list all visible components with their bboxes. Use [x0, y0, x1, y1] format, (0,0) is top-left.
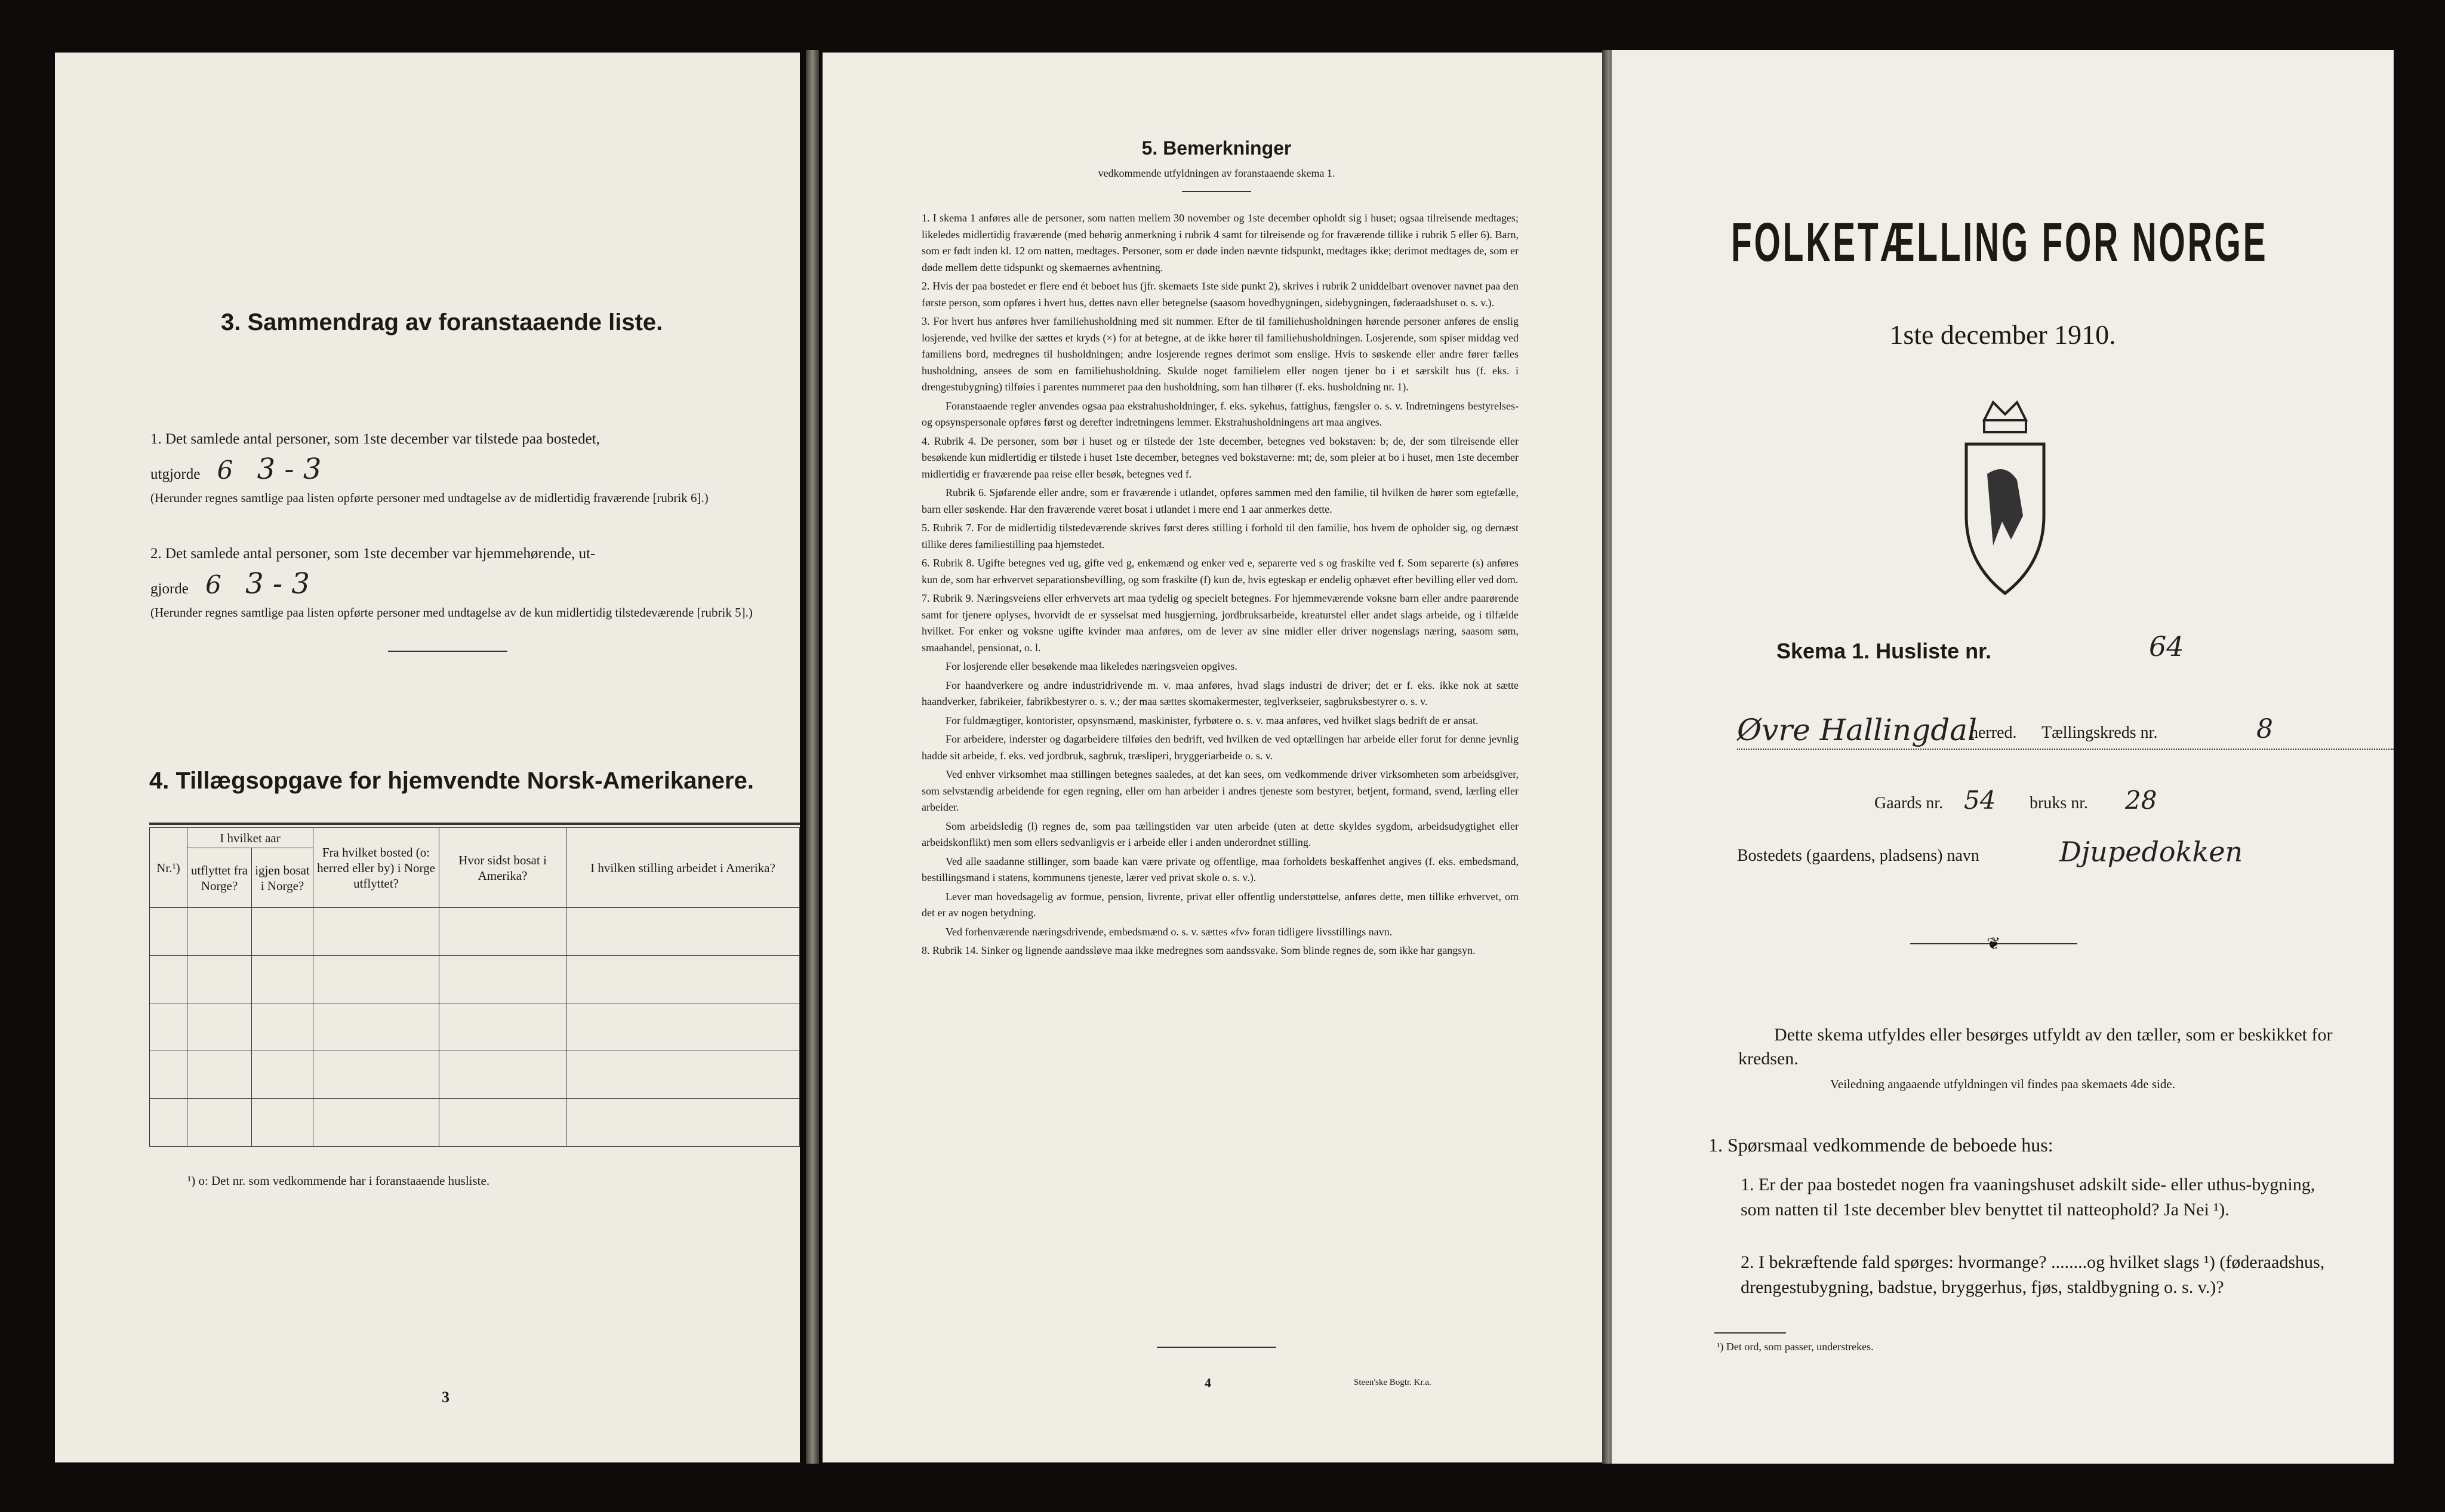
bosted-value: Djupedokken [2059, 836, 2243, 868]
divider [1182, 191, 1251, 192]
remark-paragraph: Som arbeidsledig (l) regnes de, som paa tællingstiden var uten arbeide (uten at dette skyldes sygdom, arbeidsudygtighet eller arbeidskonflikt) men som ellers sedvanligvis er i arbeide eller i anden underordnet stilling. [922, 820, 1519, 848]
question-1: 1. Er der paa bostedet nogen fra vaaningshuset adskilt side- eller uthus-bygning, som natten til 1ste december blev benyttet til natteophold? Ja Nei ¹). [1741, 1175, 2315, 1220]
item1-line1: 1. Det samlede antal personer, som 1ste december var tilstede paa bostedet, [150, 431, 600, 447]
remarks-list [922, 210, 1519, 962]
page-number: 3 [442, 1388, 449, 1406]
remark-paragraph: Foranstaaende regler anvendes ogsaa paa ekstrahusholdninger, f. eks. sykehus, fattighus, fængsler o. s. v. Indretningens bestyrelses- og opsynspersonale opføres først og derefter indretningens lemmer. Ekstrahusholdningens art maa angives. [922, 399, 1519, 428]
remarks-heading: 5. Bemerkninger [1141, 137, 1292, 159]
item1-breakdown: 3 - 3 [257, 452, 322, 486]
remark-paragraph: Lever man hovedsagelig av formue, pension, livrente, privat eller offentlig understøttelse, anføres dette, men tillike erhvervet, om det er av nogen betydning. [922, 890, 1519, 919]
table-row [150, 1003, 800, 1051]
middle-page [823, 53, 1611, 1462]
col-from: Fra hvilket bosted (o: herred eller by) i Norge utflyttet? [313, 828, 439, 908]
remark-paragraph: 5. Rubrik 7. For de midlertidig tilstedeværende skrives først deres stilling i forhold til den familie, hos hvem de opholder sig, og dernæst tillike deres familiestilling paa hjemstedet. [922, 522, 1519, 550]
norsk-amerikaner-table [149, 827, 800, 1147]
remark-paragraph: 6. Rubrik 8. Ugifte betegnes ved ug, gifte ved g, enkemænd og enker ved e, separerte ved s og fraskilte ved f. Som separerte (s) anføres kun de, som har erhvervet separationsbevilling, og som fraskilte (f) kun de, hvis egteskap er endelig ophævet efter bevilling eller ved dom. [922, 557, 1519, 586]
remark-paragraph: Rubrik 6. Sjøfarende eller andre, som er fraværende i utlandet, opføres sammen med den familie, til hvilken de hører som egtefælle, barn eller søskende. Har den fraværende været bosat i utlandet i mere end 1 aar anmerkes dette. [922, 486, 1519, 515]
item2-breakdown: 3 - 3 [245, 567, 310, 601]
right-page [1612, 50, 2394, 1464]
bruk-value: 28 [2125, 786, 2157, 815]
dotted-line [1737, 749, 2394, 751]
remark-paragraph: Ved forhenværende næringsdrivende, embedsmænd o. s. v. sættes «fv» foran tidligere livsstillings navn. [946, 925, 1393, 938]
remarks-subheading: vedkommende utfyldningen av foranstaaende skema 1. [1098, 167, 1335, 179]
section3-heading: 3. Sammendrag av foranstaaende liste. [221, 309, 663, 335]
table-row [150, 1051, 800, 1099]
item2-note: (Herunder regnes samtlige paa listen opførte personer med undtagelse av de kun midlertidig tilstedeværende [rubrik 5].) [150, 605, 753, 620]
page-number: 4 [1205, 1375, 1211, 1390]
remark-paragraph: For arbeidere, inderster og dagarbeidere tilføies den bedrift, ved hvilken de ved optællingen har arbeide eller forut for denne jevnlig hadde sit arbeide, f. eks. ved jordbruk, sagbruk, træsliperi, bryggeriarbeide o. s. v. [922, 733, 1519, 762]
left-page [55, 53, 800, 1462]
remark-paragraph: 7. Rubrik 9. Næringsveiens eller erhvervets art maa tydelig og specielt betegnes. For hjemmeværende voksne barn eller andre paarørende samt for tjenere oplyses, hvorvidt de er sysselsat med husgjerning, jordbruksarbeide, kreaturstel eller andet slags arbeide, og i tilfælde hvilket. For enker og voksne ugifte kvinder maa anføres, om de lever av sine midler eller driver nogenslags næring, saasom søm, smaahandel, pensionat, o. l. [922, 592, 1519, 654]
husliste-nr: 64 [2149, 630, 2184, 663]
col-back: igjen bosat i Norge? [252, 848, 313, 908]
fold [806, 50, 819, 1464]
table-top-rule [149, 823, 800, 825]
item1-note: (Herunder regnes samtlige paa listen opførte personer med undtagelse av de midlertidig fraværende [rubrik 6].) [150, 491, 709, 505]
section4-heading: 4. Tillægsopgave for hjemvendte Norsk-Amerikanere. [149, 768, 754, 794]
questions-heading: 1. Spørsmaal vedkommende de beboede hus: [1708, 1134, 2053, 1156]
col-job: I hvilken stilling arbeidet i Amerika? [566, 828, 800, 908]
table-footnote: ¹) o: Det nr. som vedkommende har i foranstaaende husliste. [187, 1174, 490, 1188]
col-where: Hvor sidst bosat i Amerika? [439, 828, 566, 908]
item2-total: 6 [205, 570, 221, 599]
section3-item2 [150, 543, 783, 621]
table-row [150, 1099, 800, 1147]
table-row [150, 908, 800, 956]
remark-paragraph: 1. I skema 1 anføres alle de personer, som natten mellem 30 november og 1ste december opholdt sig i huset; ogsaa tilreisende medtages; likeledes midlertidig fraværende (med behørig anmerkning i rubrik 4 samt for tilreisende og for fraværende tillike i rubrik 5 eller 6). Barn, som er født inden kl. 12 om natten, medtages. Personer, som er døde inden nævnte tidspunkt, medtages ikke; derimot medtages de, som er døde mellem dette tidspunkt og skemaernes avhentning. [922, 212, 1519, 273]
col-year-group: I hvilket aar [187, 828, 313, 848]
ornament-icon: ❦ [1987, 935, 2001, 953]
col-out: utflyttet fra Norge? [187, 848, 252, 908]
herred-label: herred. [1970, 723, 2017, 742]
question-2: 2. I bekræftende fald spørges: hvormange? ........og hvilket slags ¹) (føderaadshus, drengestubygning, badstue, bryggerhus, fjøs, staldbygning o. s. v.)? [1741, 1252, 2325, 1297]
herred-value: Øvre Hallingdal [1737, 713, 1978, 747]
remark-paragraph: For fuldmægtiger, kontorister, opsynsmænd, maskinister, fyrbøtere o. s. v. maa anføres, ved hvilket slags bedrift de er ansat. [946, 714, 1479, 726]
remark-paragraph: Ved alle saadanne stillinger, som baade kan være private og offentlige, maa forholdets beskaffenhet angives (f. eks. embedsmand, bestillingsmand i statens, kommunens tjeneste, lærer ved privat skole o. s. v.). [922, 855, 1519, 883]
item1-total: 6 [217, 455, 233, 485]
remark-paragraph: 2. Hvis der paa bostedet er flere end ét beboet hus (jfr. skemaets 1ste side punkt 2), skrives i rubrik 2 uniddelbart ovenover navnet paa den første person, som opføres i hvert hus, dettes navn eller betegnelse (saasom hovedbygningen, sidebygningen, føderaadshuset o. s. v.). [922, 280, 1519, 309]
intro-text: Dette skema utfyldes eller besørges utfyldt av den tæller, som er beskikket for kredsen. [1738, 1025, 2333, 1068]
item2-prefix: gjorde [150, 581, 189, 597]
guide-text: Veiledning angaaende utfyldningen vil findes paa skemaets 4de side. [1830, 1077, 2175, 1091]
schema-label: Skema 1. Husliste nr. [1776, 639, 1992, 663]
coat-of-arms-icon [1960, 396, 2050, 599]
bruk-label: bruks nr. [2030, 794, 2088, 812]
divider [388, 651, 507, 652]
gaard-value: 54 [1964, 786, 1996, 815]
krets-label: Tællingskreds nr. [2041, 723, 2158, 742]
remark-paragraph: 3. For hvert hus anføres hver familiehusholdning med sit nummer. Efter de til familiehusholdningen hørende personer anføres de enslig losjerende, ved hvilke der sættes et kryds (×) for at betegne, at de ikke hører til familiehusholdningen. Losjerende, som spiser middag ved familiens bord, medregnes til husholdningen; andre losjerende regnes derimot som enslige. Hvis to søskende eller andre fører fælles husholdning, ansees de som en familiehusholdning. Skulde noget familielem eller nogen tjener bo i et særskilt hus (f. eks. i drengestubygning) tilføies i parentes nummeret paa den husholdning, som han tilhører (f. eks. husholdning nr. 1). [922, 315, 1519, 393]
right-footnote: ¹) Det ord, som passer, understrekes. [1717, 1341, 1874, 1353]
divider [1714, 1332, 1786, 1334]
divider [1157, 1347, 1276, 1348]
remark-paragraph: For haandverkere og andre industridrivende m. v. maa anføres, hvad slags industri de driver; det er f. eks. ikke nok at sætte haandverker, fabrikeier, fabrikbestyrer o. s. v.; der maa sættes skomakermester, teglverkseier, sagbruksbestyrer o. s. v. [922, 679, 1519, 707]
remark-paragraph: For losjerende eller besøkende maa likeledes næringsveien opgives. [946, 660, 1237, 672]
item2-line1: 2. Det samlede antal personer, som 1ste december var hjemmehørende, ut- [150, 546, 596, 562]
section3-item1 [150, 429, 783, 507]
item1-prefix: utgjorde [150, 466, 201, 482]
table-row [150, 956, 800, 1003]
col-nr: Nr.¹) [150, 828, 187, 908]
census-title: FOLKETÆLLING FOR NORGE [1731, 212, 2268, 273]
gaard-label: Gaards nr. [1874, 794, 1944, 812]
remark-paragraph: 4. Rubrik 4. De personer, som bør i huset og er tilstede der 1ste december, betegnes ved bokstaven: b; de, der som tilreisende eller besøkende kun midlertidig er tilstede i huset 1ste december, betegnes ved bokstaverne: mt; de, som pleier at bo i huset, men 1ste december midlertidig er fraværende paa reise eller besøk, betegnes ved f. [922, 435, 1519, 480]
bosted-label: Bostedets (gaardens, pladsens) navn [1737, 846, 1979, 865]
remark-paragraph: 8. Rubrik 14. Sinker og lignende aandssløve maa ikke medregnes som aandssvake. Som blinde regnes de, som ikke har gangsyn. [922, 944, 1476, 956]
krets-value: 8 [2256, 714, 2273, 744]
census-date: 1ste december 1910. [1889, 319, 2116, 350]
remark-paragraph: Ved enhver virksomhet maa stillingen betegnes saaledes, at det kan sees, om vedkommende driver virksomheten som arbeidsgiver, som selvstændig arbeidende for egen regning, eller om han arbeider i andres tjeneste som bestyrer, betjent, formand, svend, lærling eller arbeider. [922, 768, 1519, 813]
printer-mark: Steen'ske Bogtr. Kr.a. [1354, 1378, 1431, 1387]
